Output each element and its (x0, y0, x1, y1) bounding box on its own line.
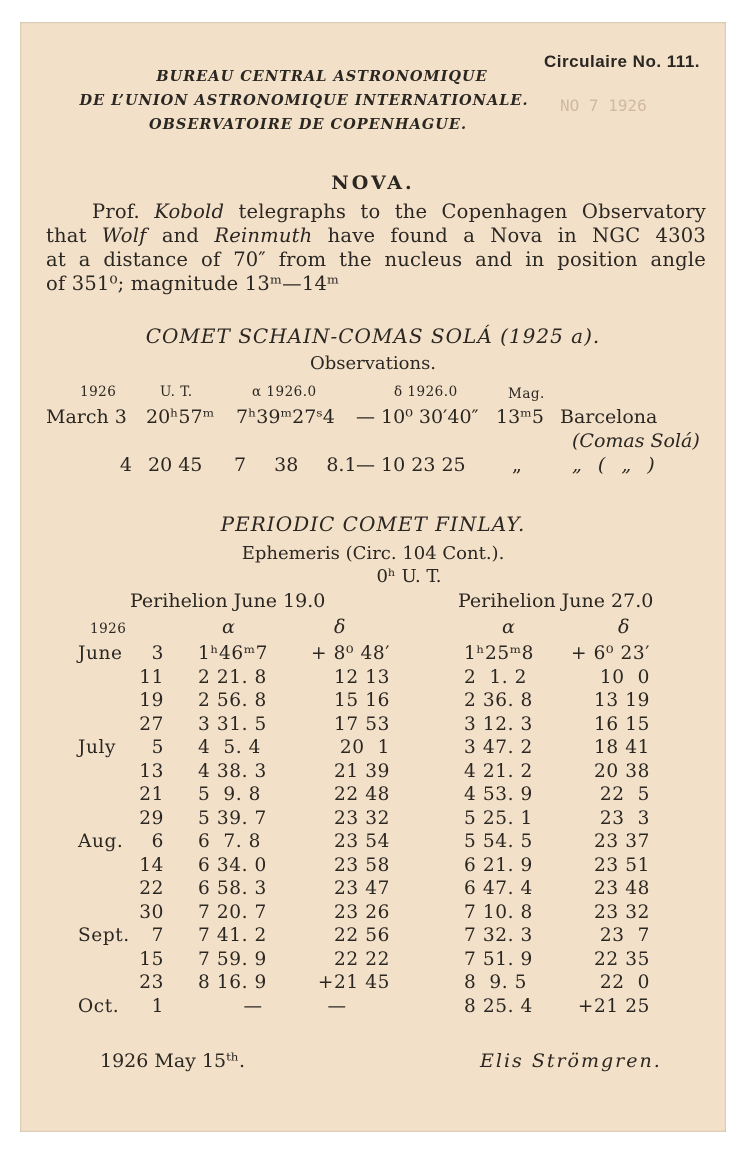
ephemeris-ra-right-value: 4 53. 9 (464, 784, 533, 805)
ephemeris-day: 5 (151, 737, 164, 758)
ephemeris-ra-right-value: 7 10. 8 (464, 901, 533, 923)
month-july: July (78, 737, 117, 758)
ephemeris-ra-left-value: 5 9. 8 (198, 784, 262, 805)
ephemeris-ra-right-value: 7 32. 3 (464, 925, 533, 946)
obs1-date: March 3 (46, 406, 127, 428)
ephemeris-day: 29 (139, 807, 164, 829)
ephemeris-ra-left-value: 2 21. 8 (198, 666, 267, 688)
ephemeris-day: 30 (139, 901, 164, 923)
ephemeris-ra-left-value: 8 16. 9 (198, 972, 267, 993)
ephemeris-dec-right-value: 22 35 (594, 948, 650, 970)
month-june: June (78, 643, 123, 664)
ephemeris-ra-left-value: 5 39. 7 (198, 807, 267, 829)
ephemeris-day: 13 (139, 760, 164, 782)
ephemeris-ra-left-value: 3 31. 5 (198, 713, 267, 735)
ephemeris-ra-right-value: 8 9. 5 (464, 972, 528, 993)
ephemeris-dec-left-value: +21 45 (317, 972, 390, 993)
ephemeris-dec-left-value: — (327, 995, 347, 1017)
nova-paragraph: Prof. Kobold telegraphs to the Copenhagen Observatory that Wolf and Reinmuth have found a Nova in NGC 4303 at a distance of 70″ from the nucleus and in position angle of 351⁰; magnitude 13ᵐ—14ᵐ (46, 200, 706, 295)
ephemeris-ra-left-value: 6 7. 8 (198, 831, 262, 852)
ephemeris-day: 15 (139, 948, 164, 970)
obs1-mag: 13ᵐ5 (496, 406, 544, 428)
comet1-header-delta: δ 1926.0 (394, 384, 458, 400)
ephemeris-day: 7 (151, 925, 164, 946)
month-oct: Oct. (78, 995, 120, 1017)
comet2-title: PERIODIC COMET FINLAY. (220, 512, 526, 536)
ephemeris-dec-left (284, 642, 390, 1018)
ephemeris-dec-left-value: 21 39 (334, 760, 390, 782)
perihelion-left: Perihelion June 19.0 (130, 590, 326, 612)
ephemeris-dec-left-value: 22 48 (334, 784, 390, 805)
ephemeris-ra-right-value: 6 47. 4 (464, 878, 533, 899)
ephemeris-day: 6 (151, 831, 164, 852)
ephemeris-dec-left-value: 23 32 (334, 807, 390, 829)
ephemeris-day: 22 (139, 878, 164, 899)
ephemeris-days (130, 642, 164, 1018)
circular-card (20, 22, 726, 1132)
ephemeris-ra-right-value: 5 25. 1 (464, 807, 533, 829)
ephemeris-dec-right-value: 23 3 (599, 807, 650, 829)
ephemeris-dec-right-value: 22 5 (599, 784, 650, 805)
header-line-2: DE L’UNION ASTRONOMIQUE INTERNATIONALE. (79, 92, 529, 109)
ephemeris-ra-right-value: 6 21. 9 (464, 854, 533, 876)
ephemeris-day: 14 (139, 854, 164, 876)
delta-label-left: δ (334, 616, 346, 638)
ephemeris-ra-left-value: 6 34. 0 (198, 854, 267, 876)
ephemeris-dec-left-value: 20 1 (339, 737, 390, 758)
obs2-date: 4 (119, 454, 132, 476)
nova-title: NOVA. (331, 172, 415, 194)
ephemeris-ra-left-value: 4 5. 4 (198, 737, 262, 758)
circular-number: Circulaire No. 111. (544, 52, 700, 71)
obs2-alpha: 7 38 8.1 (234, 454, 357, 476)
ephemeris-year: 1926 (90, 621, 127, 637)
obs2-mag: „ (512, 454, 522, 476)
ephemeris-dec-left-value: 23 26 (334, 901, 390, 923)
obs2-ut: 20 45 (148, 454, 203, 476)
ephemeris-ra-right-value: 5 54. 5 (464, 831, 533, 852)
header-line-3: OBSERVATOIRE DE COPENHAGUE. (148, 116, 467, 133)
ephemeris-dec-left-value: 23 47 (334, 878, 390, 899)
month-aug: Aug. (78, 831, 124, 852)
comet1-header-year: 1926 (80, 384, 117, 400)
ephemeris-ra-right-value: 3 47. 2 (464, 737, 533, 758)
ephemeris-ra-left-value: 7 20. 7 (198, 901, 267, 923)
alpha-label-left: α (222, 616, 235, 638)
ephemeris-dec-right-value: 18 41 (594, 737, 650, 758)
header-line-1: BUREAU CENTRAL ASTRONOMIQUE (156, 68, 488, 85)
ephemeris-day: 27 (139, 713, 164, 735)
comet2-time: 0ʰ U. T. (376, 566, 442, 587)
comet2-subtitle: Ephemeris (Circ. 104 Cont.). (241, 543, 505, 564)
ephemeris-dec-left-value: 12 13 (334, 666, 390, 688)
ephemeris-dec-right-value: 22 0 (599, 972, 650, 993)
ephemeris-ra-left-value: 2 56. 8 (198, 690, 267, 711)
ephemeris-months (78, 642, 138, 1018)
ephemeris-dec-right-value: 23 51 (594, 854, 650, 876)
obs1-alpha: 7ʰ39ᵐ27ˢ4 (236, 406, 335, 428)
ephemeris-dec-left-value: + 8⁰ 48′ (311, 643, 390, 664)
ephemeris-dec-right-value: 10 0 (599, 666, 650, 688)
ephemeris-ra-right-value: 3 12. 3 (464, 713, 533, 735)
ephemeris-dec-right-value: + 6⁰ 23′ (571, 643, 650, 664)
perihelion-right: Perihelion June 27.0 (458, 590, 654, 612)
ephemeris-ra-right-value: 2 36. 8 (464, 690, 533, 711)
received-stamp: NO 7 1926 (560, 96, 647, 115)
ephemeris-dec-right-value: 20 38 (594, 760, 650, 782)
ephemeris-dec-right-value: +21 25 (577, 995, 650, 1017)
ephemeris-ra-left-value: 4 38. 3 (198, 760, 267, 782)
ephemeris-ra-left-value: 7 59. 9 (198, 948, 267, 970)
ephemeris-dec-left-value: 23 58 (334, 854, 390, 876)
ephemeris-ra-right-value: 8 25. 4 (464, 995, 533, 1017)
footer-signature: Elis Strömgren. (480, 1050, 662, 1072)
obs2-delta: — 10 23 25 (356, 454, 466, 476)
ephemeris-ra-right-value: 2 1. 2 (464, 666, 528, 688)
ephemeris-dec-left-value: 22 22 (334, 948, 390, 970)
comet1-header-ut: U. T. (160, 384, 193, 400)
ephemeris-ra-right-value: 7 51. 9 (464, 948, 533, 970)
ephemeris-dec-right-value: 23 7 (599, 925, 650, 946)
alpha-label-right: α (502, 616, 515, 638)
ephemeris-dec-right-value: 16 15 (594, 713, 650, 735)
obs1-observer: (Comas Solá) (572, 430, 700, 452)
ephemeris-dec-right-value: 13 19 (594, 690, 650, 711)
ephemeris-day: 3 (151, 643, 164, 664)
delta-label-right: δ (618, 616, 630, 638)
ephemeris-dec-left-value: 15 16 (334, 690, 390, 711)
ephemeris-dec-left-value: 22 56 (334, 925, 390, 946)
obs1-ut: 20ʰ57ᵐ (146, 406, 215, 428)
footer-date: 1926 May 15ᵗʰ. (100, 1050, 246, 1072)
ephemeris-dec-left-value: 23 54 (334, 831, 390, 852)
ephemeris-dec-left-value: 17 53 (334, 713, 390, 735)
comet1-header-alpha: α 1926.0 (252, 384, 317, 400)
comet1-header-mag: Mag. (508, 386, 545, 402)
ephemeris-ra-left-value: 1ʰ46ᵐ7 (198, 643, 269, 664)
ephemeris-dec-right-value: 23 37 (594, 831, 650, 852)
ephemeris-ra-right-value: 4 21. 2 (464, 760, 533, 782)
obs1-station: Barcelona (560, 406, 658, 428)
obs1-delta: — 10⁰ 30′40″ (356, 406, 479, 428)
ephemeris-day: 1 (151, 995, 164, 1017)
month-sept: Sept. (78, 925, 130, 946)
ephemeris-dec-right-value: 23 48 (594, 878, 650, 899)
comet1-subtitle: Observations. (309, 353, 437, 374)
ephemeris-day: 21 (139, 784, 164, 805)
comet1-title: COMET SCHAIN-COMAS SOLÁ (1925 a). (145, 324, 601, 348)
obs2-station: „ ( „ ) (572, 454, 655, 476)
ephemeris-ra-left-value: — (243, 995, 263, 1017)
ephemeris-ra-left-value: 7 41. 2 (198, 925, 267, 946)
ephemeris-day: 11 (139, 666, 164, 688)
ephemeris-day: 19 (139, 690, 164, 711)
ephemeris-ra-left-value: 6 58. 3 (198, 878, 267, 899)
ephemeris-dec-right (540, 642, 650, 1018)
ephemeris-ra-right-value: 1ʰ25ᵐ8 (464, 643, 535, 664)
ephemeris-dec-right-value: 23 32 (594, 901, 650, 923)
ephemeris-day: 23 (139, 972, 164, 993)
